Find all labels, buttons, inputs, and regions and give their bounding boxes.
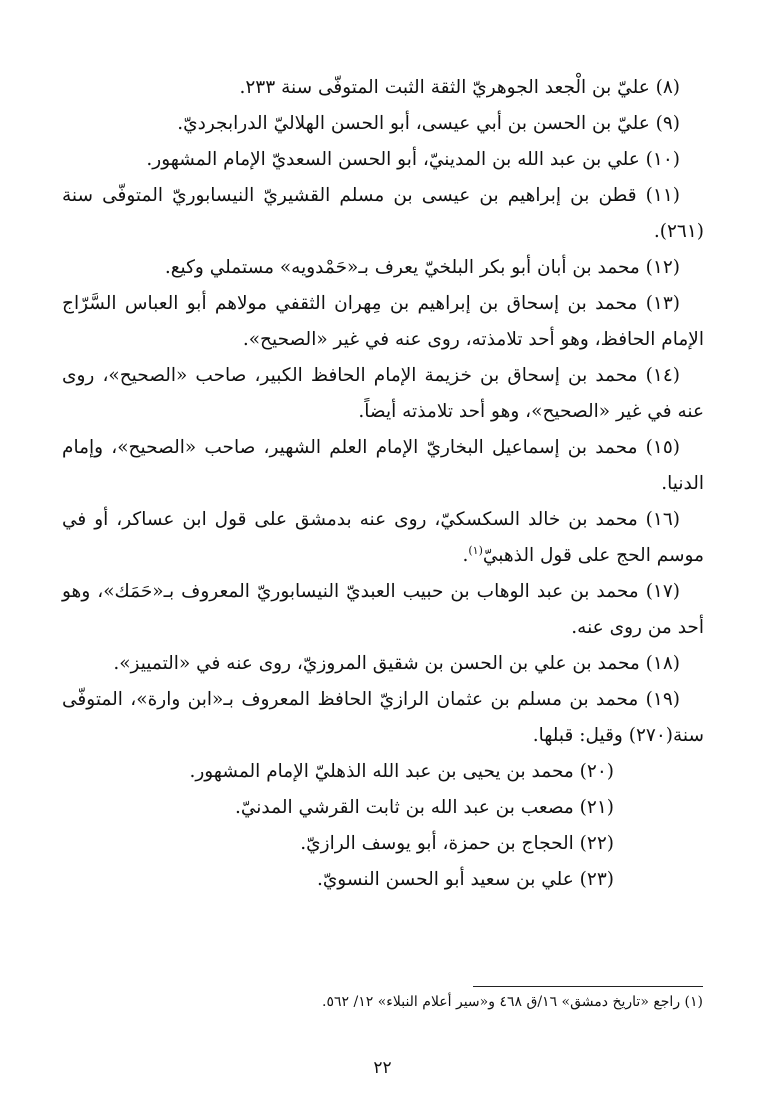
list-item: (١٠) علي بن عبد الله بن المدينيّ، أبو الحسن السعديّ الإمام المشهور. (146, 149, 680, 170)
list-item: (٨) عليّ بن الْجعد الجوهريّ الثقة الثبت المتوفّى سنة ٢٣٣. (239, 77, 680, 98)
list-item-text: (١٦) محمد بن خالد السكسكيّ، روى عنه بدمشق على قول ابن عساكر، أو في موسم الحج على قول الذهبيّ (62, 509, 704, 566)
list-item: (١٨) محمد بن علي بن الحسن بن شقيق المروزيّ، روى عنه في «التمييز». (113, 653, 680, 674)
list-item (62, 502, 704, 574)
list-item: (٢٣) علي بن سعيد أبو الحسن النسويّ. (316, 869, 614, 890)
list-item: (١٤) محمد بن إسحاق بن خزيمة الإمام الحافظ الكبير، صاحب «الصحيح»، روى عنه في غير «الصحيح»، وهو أحد تلامذته أيضاً. (62, 365, 704, 422)
list-item: (١٣) محمد بن إسحاق بن إبراهيم بن مِهران الثقفي مولاهم أبو العباس السَّرّاج الإمام الحافظ، وهو أحد تلامذته، روى عنه في غير «الصحيح». (62, 293, 704, 350)
list-item: (١٥) محمد بن إسماعيل البخاريّ الإمام العلم الشهير، صاحب «الصحيح»، وإمام الدنيا. (62, 437, 704, 494)
main-text (62, 70, 704, 898)
list-item: (١٢) محمد بن أبان أبو بكر البلخيّ يعرف بـ«حَمْدويه» مستملي وكيع. (164, 257, 680, 278)
footnote-reference[interactable]: (١) (468, 543, 483, 557)
footnote-divider (473, 986, 703, 987)
list-item: (٩) عليّ بن الحسن بن أبي عيسى، أبو الحسن الهلاليّ الدرابجرديّ. (177, 113, 680, 134)
list-item: (١٩) محمد بن مسلم بن عثمان الرازيّ الحافظ المعروف بـ«ابن وارة»، المتوفّى سنة(٢٧٠) وقيل: قبلها. (62, 689, 704, 746)
page-number: ٢٢ (373, 1058, 392, 1078)
footnote: (١) راجع «تاريخ دمشق» ١٦/ق ٤٦٨ و«سير أعلام النبلاء» ١٢/ ٥٦٢. (322, 994, 703, 1010)
list-item: (١١) قطن بن إبراهيم بن عيسى بن مسلم القشيريّ النيسابوريّ المتوفّى سنة (٢٦١). (62, 185, 704, 242)
list-item: (٢٠) محمد بن يحيى بن عبد الله الذهليّ الإمام المشهور. (189, 761, 614, 782)
list-item: (٢٢) الحجاج بن حمزة، أبو يوسف الرازيّ. (300, 833, 614, 854)
list-item: (١٧) محمد بن عبد الوهاب بن حبيب العبديّ النيسابوريّ المعروف بـ«حَمَك»، وهو أحد من روى عنه. (62, 581, 704, 638)
list-item-end: . (462, 545, 469, 566)
list-item: (٢١) مصعب بن عبد الله بن ثابت القرشي المدنيّ. (234, 797, 614, 818)
